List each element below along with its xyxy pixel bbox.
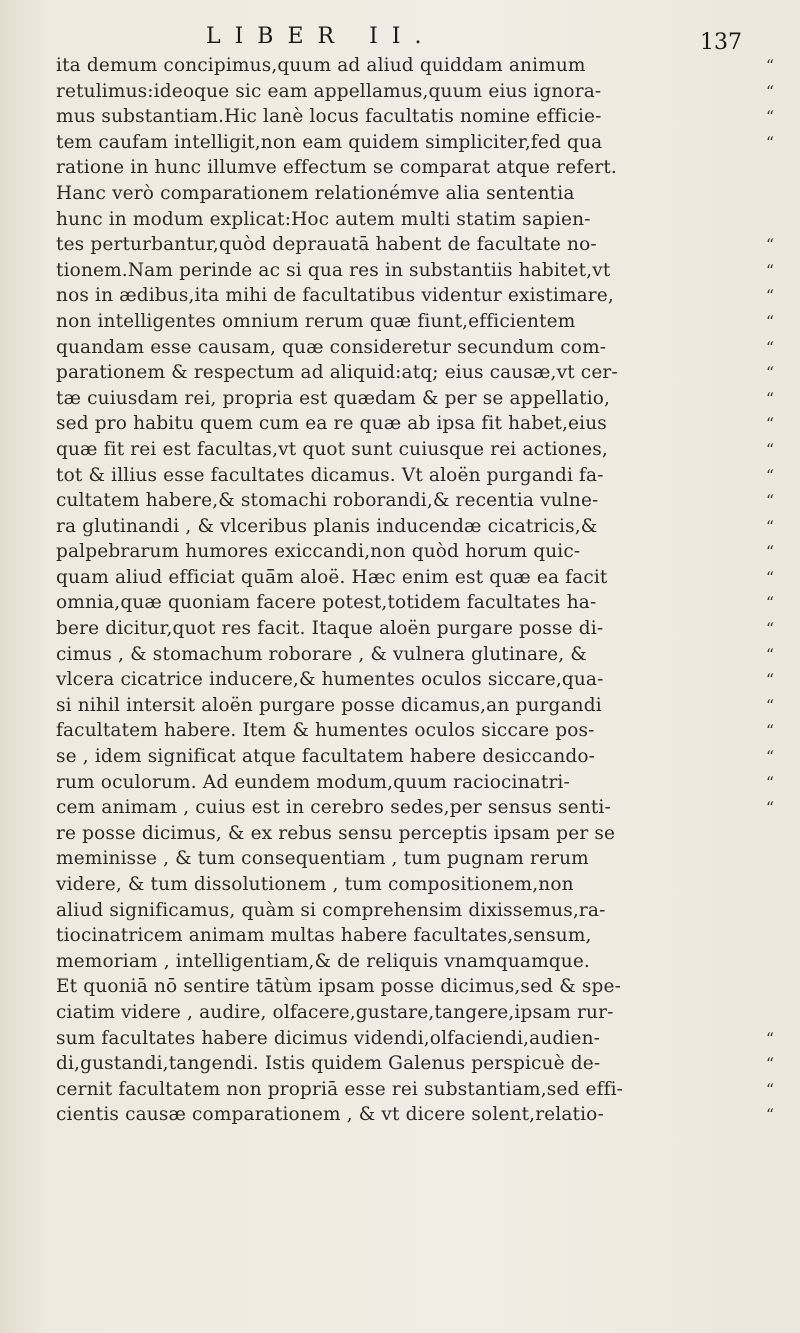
quotation-marker: “: [765, 619, 774, 639]
text-line: [56, 209, 774, 235]
line-text: di,gustandi,tangendi. Istis quidem Galenus perspicuè de-: [56, 1053, 601, 1075]
quotation-marker: “: [765, 286, 774, 306]
text-line: [56, 874, 774, 900]
quotation-marker: “: [765, 235, 774, 255]
quotation-marker: “: [765, 798, 774, 818]
quotation-marker: “: [765, 311, 774, 331]
text-line: [56, 388, 774, 414]
quotation-marker: “: [765, 388, 774, 408]
text-line: [56, 1104, 774, 1130]
line-text: tot & illius esse facultates dicamus. Vt aloën purgandi fa-: [56, 464, 604, 486]
quotation-marker: “: [765, 491, 774, 511]
quotation-marker: “: [765, 670, 774, 690]
text-line: [56, 900, 774, 926]
text-line: [56, 592, 774, 618]
text-line: [56, 132, 774, 158]
line-text: cimus , & stomachum roborare , & vulnera glutinare, &: [56, 643, 587, 665]
line-text: omnia,quæ quoniam facere potest,totidem facultates ha-: [56, 592, 597, 614]
quotation-marker: “: [765, 107, 774, 127]
text-line: [56, 1053, 774, 1079]
body-text: [56, 55, 774, 1130]
quotation-marker: “: [765, 516, 774, 536]
quotation-marker: “: [765, 772, 774, 792]
quotation-marker: “: [765, 465, 774, 485]
text-line: [56, 797, 774, 823]
line-text: aliud significamus, quàm si comprehensim dixissemus,ra-: [56, 899, 606, 921]
line-text: quandam esse causam, quæ consideretur secundum com-: [56, 336, 607, 358]
line-text: cientis causæ comparationem , & vt dicere solent,relatio-: [56, 1104, 604, 1126]
line-text: rum oculorum. Ad eundem modum,quum raciocinatri-: [56, 771, 570, 793]
line-text: meminisse , & tum consequentiam , tum pugnam rerum: [56, 848, 589, 870]
text-line: [56, 260, 774, 286]
quotation-marker: “: [765, 542, 774, 562]
text-line: [56, 1028, 774, 1054]
text-line: [56, 976, 774, 1002]
text-line: [56, 55, 774, 81]
line-text: sed pro habitu quem cum ea re quæ ab ipsa fit habet,eius: [56, 413, 607, 435]
text-line: [56, 746, 774, 772]
line-text: nos in ædibus,ita mihi de facultatibus videntur existimare,: [56, 285, 614, 307]
page-number: 137: [700, 30, 742, 55]
line-text: ratione in hunc illumve effectum se comparat atque refert.: [56, 157, 617, 179]
line-text: facultatem habere. Item & humentes oculos siccare pos-: [56, 720, 595, 742]
quotation-marker: “: [765, 439, 774, 459]
line-text: quæ fit rei est facultas,vt quot sunt cuiusque rei actiones,: [56, 438, 608, 460]
line-text: tæ cuiusdam rei, propria est quædam & per se appellatio,: [56, 387, 611, 409]
text-line: [56, 311, 774, 337]
line-text: palpebrarum humores exiccandi,non quòd horum quic-: [56, 541, 581, 563]
line-text: Et quoniā nō sentire tātùm ipsam posse dicimus,sed & spe-: [56, 976, 621, 998]
quotation-marker: “: [765, 337, 774, 357]
text-line: [56, 516, 774, 542]
quotation-marker: “: [765, 81, 774, 101]
text-line: [56, 823, 774, 849]
quotation-marker: “: [765, 593, 774, 613]
line-text: ita demum concipimus,quum ad aliud quiddam animum: [56, 55, 586, 76]
line-text: memoriam , intelligentiam,& de reliquis vnamquamque.: [56, 950, 590, 972]
running-title: LIBER II.: [206, 24, 436, 49]
text-line: [56, 362, 774, 388]
text-line: [56, 925, 774, 951]
line-text: quam aliud efficiat quā̄m aloë. Hæc enim est quæ ea facit: [56, 566, 608, 588]
text-line: [56, 81, 774, 107]
text-line: [56, 541, 774, 567]
quotation-marker: “: [765, 1028, 774, 1048]
text-line: [56, 106, 774, 132]
text-line: [56, 848, 774, 874]
text-line: [56, 234, 774, 260]
text-line: [56, 337, 774, 363]
text-line: [56, 439, 774, 465]
line-text: tionem.Nam perinde ac si qua res in substantiis habitet,vt: [56, 259, 611, 281]
text-line: [56, 1079, 774, 1105]
line-text: non intelligentes omnium rerum quæ fiunt,efficientem: [56, 310, 576, 332]
line-text: tem caufam intelligit,non eam quidem simpliciter,fed qua: [56, 131, 603, 153]
text-line: [56, 157, 774, 183]
text-line: [56, 465, 774, 491]
quotation-marker: “: [765, 721, 774, 741]
line-text: tes perturbantur,quòd deprauatā habent de facultate no-: [56, 234, 597, 256]
line-text: sum facultates habere dicimus videndi,olfaciendi,audien-: [56, 1027, 601, 1049]
quotation-marker: “: [765, 644, 774, 664]
line-text: mus substantiam.Hic lanè locus facultatis nomine efficie-: [56, 106, 602, 128]
quotation-marker: “: [765, 567, 774, 587]
quotation-marker: “: [765, 414, 774, 434]
text-line: [56, 695, 774, 721]
text-line: [56, 644, 774, 670]
quotation-marker: “: [765, 1105, 774, 1125]
line-text: si nihil intersit aloën purgare posse dicamus,an purgandi: [56, 694, 602, 716]
text-line: [56, 951, 774, 977]
quotation-marker: “: [765, 260, 774, 280]
line-text: cernit facultatem non propriā esse rei substantiam,sed effi-: [56, 1078, 624, 1100]
line-text: vlcera cicatrice inducere,& humentes oculos siccare,qua-: [56, 669, 604, 691]
line-text: bere dicitur,quot res facit. Itaque aloën purgare posse di-: [56, 618, 604, 640]
text-line: [56, 567, 774, 593]
quotation-marker: “: [765, 132, 774, 152]
text-line: [56, 413, 774, 439]
quotation-marker: “: [765, 1079, 774, 1099]
text-line: [56, 490, 774, 516]
line-text: cem animam , cuius est in cerebro sedes,per sensus senti-: [56, 797, 611, 819]
quotation-marker: “: [765, 56, 774, 75]
line-text: tiocinatricem animam multas habere facultates,sensum,: [56, 925, 592, 947]
line-text: retulimus:ideoque sic eam appellamus,quum eius ignora-: [56, 80, 602, 102]
quotation-marker: “: [765, 363, 774, 383]
text-line: [56, 285, 774, 311]
text-line: [56, 772, 774, 798]
quotation-marker: “: [765, 747, 774, 767]
quotation-marker: “: [765, 695, 774, 715]
line-text: ciatim videre , audire, olfacere,gustare,tangere,ipsam rur-: [56, 1001, 614, 1023]
text-line: [56, 720, 774, 746]
text-line: [56, 618, 774, 644]
text-line: [56, 669, 774, 695]
line-text: ra glutinandi , & vlceribus planis inducendæ cicatricis,&: [56, 515, 598, 537]
line-text: re posse dicimus, & ex rebus sensu perceptis ipsam per se: [56, 822, 616, 844]
quotation-marker: “: [765, 1054, 774, 1074]
line-text: videre, & tum dissolutionem , tum compositionem,non: [56, 874, 574, 895]
line-text: Hanc verò comparationem relationémve alia sententia: [56, 182, 575, 204]
line-text: se , idem significat atque facultatem habere desiccando-: [56, 746, 596, 768]
line-text: cultatem habere,& stomachi roborandi,& recentia vulne-: [56, 490, 599, 512]
text-line: [56, 1002, 774, 1028]
line-text: hunc in modum explicat:Hoc autem multi statim sapien-: [56, 208, 591, 230]
text-line: [56, 183, 774, 209]
line-text: parationem & respectum ad aliquid:atq; eius causæ,vt cer-: [56, 362, 618, 384]
